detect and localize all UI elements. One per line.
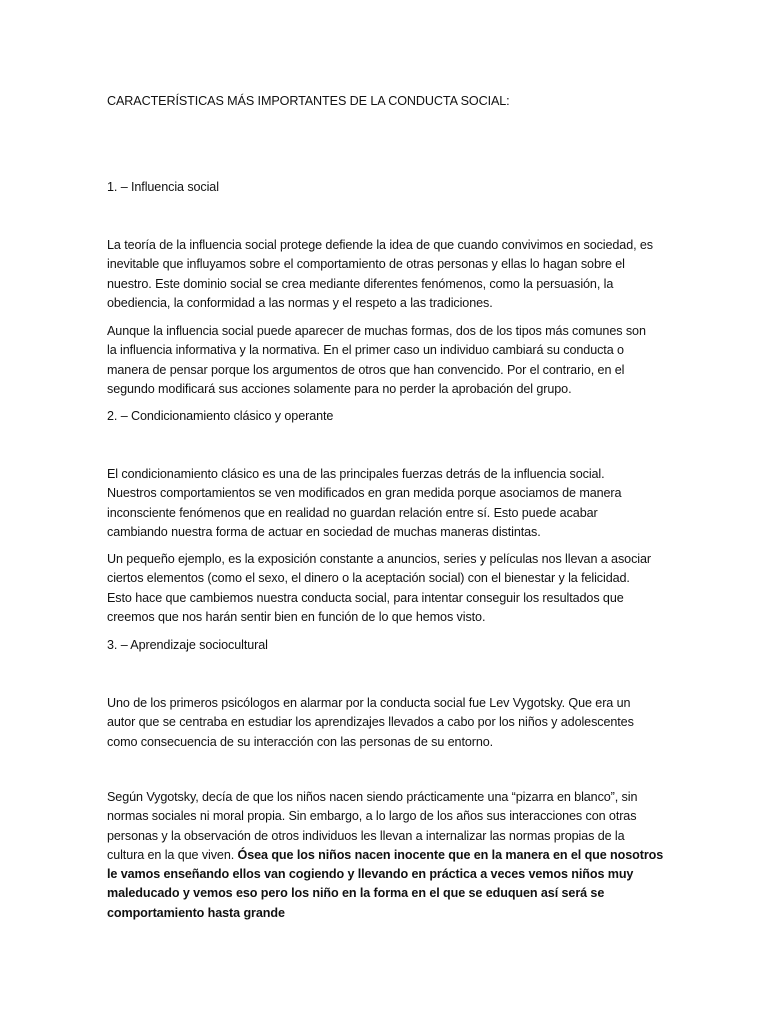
text-line: nuestro. Este dominio social se crea mediante diferentes fenómenos, como la persuasión, la [107,276,614,291]
text-line: La teoría de la influencia social protege defiende la idea de que cuando convivimos en sociedad, es [107,238,654,252]
text-line: autor que se centraba en estudiar los aprendizajes llevados a cabo por los niños y adolescentes [107,715,634,730]
section2-paragraph-2 [107,550,667,627]
text-line: normas sociales ni moral propia. Sin embargo, a lo largo de los años sus interacciones con otras [107,809,637,824]
bold-text-line: comportamiento hasta grande [107,905,285,920]
text-line: El condicionamiento clásico es una de las principales fuerzas detrás de la influencia social. [107,467,605,481]
section3-paragraph-2 [107,788,667,923]
bold-text-line: le vamos enseñando ellos van cogiendo y llevando en práctica a veces vemos niños muy [107,867,634,882]
text-line: inconsciente fenómenos que en realidad no guardan relación entre sí. Esto puede acabar [107,505,598,520]
document-title: CARACTERÍSTICAS MÁS IMPORTANTES DE LA CONDUCTA SOCIAL: [107,94,510,108]
text-line: obediencia, la conformidad a las normas y el respeto a las tradiciones. [107,295,493,310]
text-line: Nuestros comportamientos se ven modificados en gran medida porque asociamos de manera [107,486,622,501]
text-line: como consecuencia de su interacción con las personas de su entorno. [107,734,494,749]
section1-paragraph-1 [107,236,667,313]
text-line: Según Vygotsky, decía de que los niños nacen siendo prácticamente una “pizarra en blanco”, sin [107,790,638,804]
text-line [107,846,667,865]
text-line: Aunque la influencia social puede aparecer de muchas formas, dos de los tipos más comunes son [107,324,646,338]
section3-paragraph-1 [107,694,667,752]
text-line: segundo modificará sus acciones solamente para no perder la aprobación del grupo. [107,381,572,396]
text-line: Uno de los primeros psicólogos en alarmar por la conducta social fue Lev Vygotsky. Que era un [107,696,631,710]
section-heading-1: 1. – Influencia social [107,180,219,194]
bold-text-line: maleducado y vemos eso pero los niño en la forma en el que se eduquen así será se [107,886,605,901]
text-line: Un pequeño ejemplo, es la exposición constante a anuncios, series y películas nos llevan a asociar [107,552,651,566]
section2-paragraph-1 [107,465,667,542]
text-fragment: cultura en la que viven. [107,847,235,862]
text-line: ciertos elementos (como el sexo, el dinero o la aceptación social) con el bienestar y la felicidad. [107,571,630,586]
text-line: inevitable que influyamos sobre el comportamiento de otras personas y ellas lo hagan sobre el [107,257,625,272]
section1-paragraph-2 [107,322,667,399]
text-line: manera de pensar porque los argumentos de otros que han convencido. Por el contrario, en el [107,362,625,377]
section-heading-3: 3. – Aprendizaje sociocultural [107,638,268,652]
text-line: personas y la observación de otros individuos les llevan a internalizar las normas propias de la [107,828,625,843]
text-line: cambiando nuestra forma de actuar en sociedad de muchas maneras distintas. [107,524,541,539]
text-line: la influencia informativa y la normativa. En el primer caso un individuo cambiará su conducta o [107,343,624,358]
bold-text-fragment: Ósea que los niños nacen inocente que en la manera en el que nosotros [237,847,664,862]
text-line: Esto hace que cambiemos nuestra conducta social, para intentar conseguir los resultados que [107,590,624,605]
text-line: creemos que nos harán sentir bien en función de lo que hemos visto. [107,609,486,624]
section-heading-2: 2. – Condicionamiento clásico y operante [107,409,334,423]
